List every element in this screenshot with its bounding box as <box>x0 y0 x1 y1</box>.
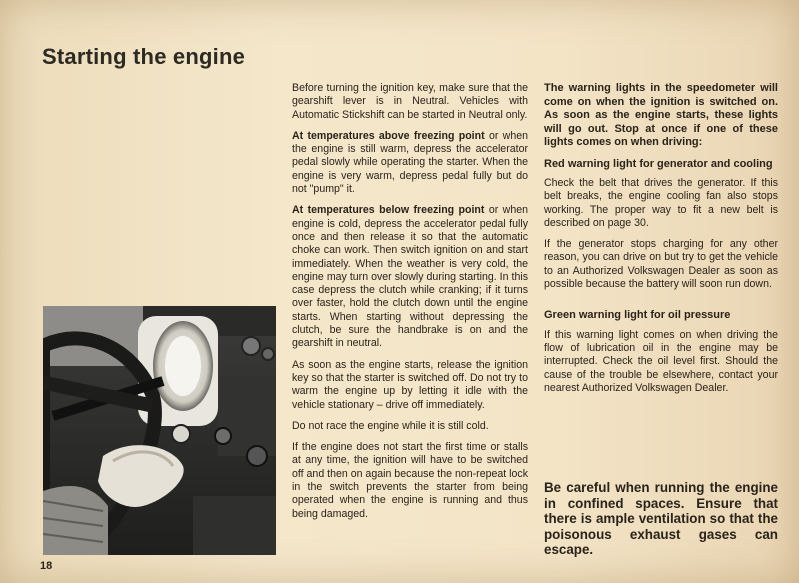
restart-paragraph: If the engine does not start the first time or stalls at any time, the ignition will have to be switched off and then on again because the non-repeat lock in the switch prevents the starter from being operated when the engine is running and thus being damaged. <box>292 441 528 520</box>
page-title: Starting the engine <box>42 44 246 69</box>
above-freezing-text: or when the engine is still warm, depress the accelerator pedal slowly while operating the starter. When the engine is very warm, depress pedal fully but do not "pump" it. <box>292 129 528 196</box>
release-key-paragraph: As soon as the engine starts, release the ignition key so that the starter is switched off. Do not try to warm the engine up by letting it idle with the vehicle stationary – drive off immediately. <box>292 358 528 411</box>
middle-column <box>292 82 528 529</box>
caution-notice: Be careful when running the engine in confined spaces. Ensure that there is ample ventilation so that the poisonous exhaust gases can escape. <box>544 480 778 558</box>
warning-lights-paragraph: The warning lights in the speedometer will come on when the ignition is switched on. As soon as the engine starts, these lights will go out. Stop at once if one of these lights comes on when driving: <box>544 82 778 148</box>
do-not-race-paragraph: Do not race the engine while it is still cold. <box>292 419 489 432</box>
oil-paragraph: If this warning light comes on when driving the flow of lubrication oil in the engine may be interrupted. Check the oil level first. Should the cause of the trouble be elsewhere, contact your nearest Authorized Volkswagen Dealer. <box>544 328 778 395</box>
generator-paragraph-2: If the generator stops charging for any other reason, you can drive on but try to get the vehicle to an Authorized Volkswagen Dealer as soon as possible because the battery will soon run down. <box>544 238 778 291</box>
generator-paragraph-1: Check the belt that drives the generator. If this belt breaks, the engine cooling fan also stops working. The proper way to fit a new belt is described on page 30. <box>544 177 778 229</box>
below-freezing-paragraph <box>292 204 528 350</box>
below-freezing-heading: At temperatures below freezing point <box>292 204 485 217</box>
page-number: 18 <box>40 560 53 572</box>
above-freezing-heading: At temperatures above freezing point <box>292 129 485 142</box>
dashboard-ignition-photo <box>43 306 276 555</box>
below-freezing-text: or when engine is cold, depress the accelerator pedal fully once and then release it so that the automatic choke can work. Then switch ignition on and start immediately. When the weather is very cold, the engine may turn over slowly during starting. In this case depress the clutch while cranking; if it turns over faster, hold the clutch down until the engine starts. When starting without depressing the clutch, be sure the handbrake is on and the gearshift in neutral. <box>292 204 528 350</box>
above-freezing-paragraph <box>292 130 528 196</box>
right-column <box>544 82 778 403</box>
generator-heading: Red warning light for generator and cooling <box>544 157 773 170</box>
intro-paragraph: Before turning the ignition key, make sure that the gearshift lever is in Neutral. Vehicles with Automatic Stickshift can be started in Neutral only. <box>292 82 528 121</box>
oil-heading: Green warning light for oil pressure <box>544 309 731 322</box>
dashboard-photo-drawing <box>43 306 276 555</box>
